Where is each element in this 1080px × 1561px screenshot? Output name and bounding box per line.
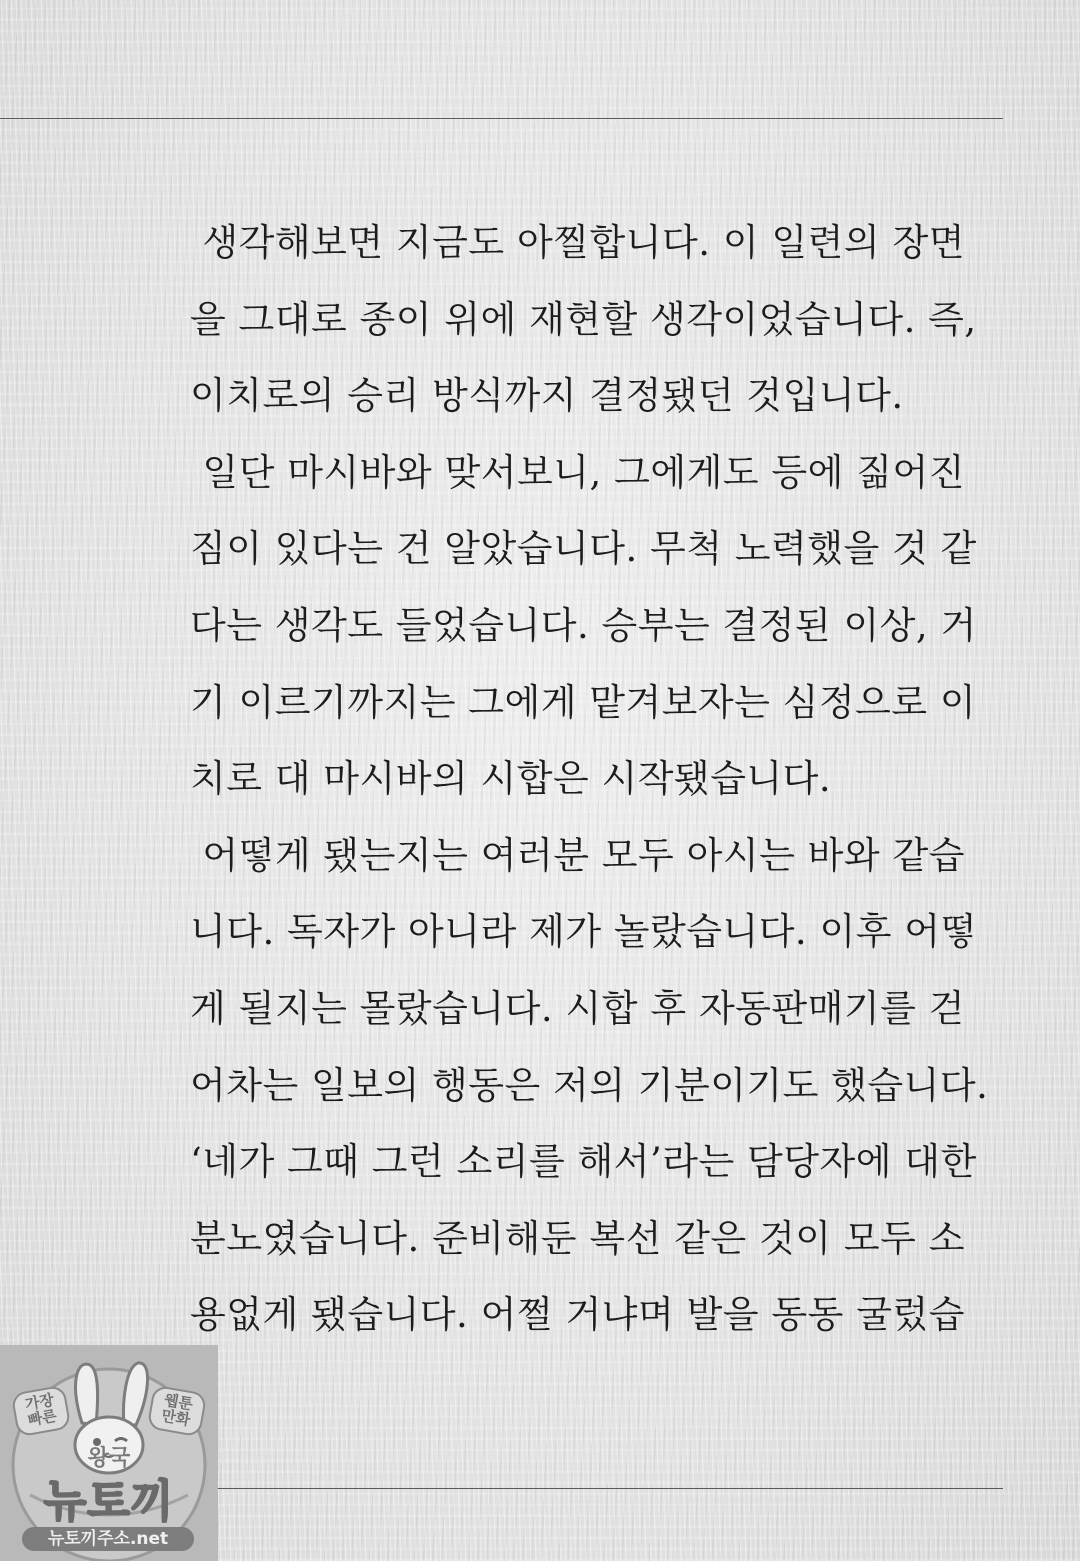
watermark-crown-text: 왕국 bbox=[87, 1446, 131, 1471]
paragraph bbox=[190, 435, 977, 818]
text-line: 치로 대 마시바의 시합은 시작됐습니다. bbox=[190, 757, 832, 801]
text-line: 생각해보면 지금도 아찔합니다. 이 일련의 장면 bbox=[190, 221, 965, 264]
text-line: 이치로의 승리 방식까지 결정됐던 것입니다. bbox=[190, 374, 904, 418]
paragraph bbox=[190, 818, 989, 1354]
text-line: ‘네가 그때 그런 소리를 해서’라는 담당자에 대한 bbox=[190, 1140, 977, 1184]
text-line: 다는 생각도 들었습니다. 승부는 결정된 이상, 거 bbox=[190, 603, 977, 647]
watermark-site-name: 뉴토끼 bbox=[43, 1476, 175, 1527]
text-line: 을 그대로 종이 위에 재현할 생각이었습니다. 즉, bbox=[190, 297, 977, 341]
text-line: 게 될지는 몰랐습니다. 시합 후 자동판매기를 걷 bbox=[190, 986, 965, 1030]
watermark-url: 뉴토끼주소.net bbox=[22, 1527, 194, 1551]
text-line: 일단 마시바와 맞서보니, 그에게도 등에 짊어진 bbox=[190, 450, 965, 494]
text-line: 어떻게 됐는지는 여러분 모두 아시는 바와 같습 bbox=[190, 833, 965, 877]
top-divider bbox=[0, 118, 1003, 119]
text-line: 니다. 독자가 아니라 제가 놀랐습니다. 이후 어떻 bbox=[190, 910, 977, 954]
page-body-text bbox=[190, 205, 989, 1354]
text-line: 분노였습니다. 준비해둔 복선 같은 것이 모두 소 bbox=[190, 1216, 965, 1260]
text-line: 기 이르기까지는 그에게 맡겨보자는 심정으로 이 bbox=[190, 680, 977, 724]
watermark-logo bbox=[0, 1345, 218, 1561]
watermark-left-tag: 가장 빠른 bbox=[11, 1385, 72, 1437]
watermark-right-tag: 웹툰 만화 bbox=[147, 1385, 208, 1437]
text-line: 어차는 일보의 행동은 저의 기분이기도 했습니다. bbox=[190, 1063, 989, 1107]
text-line: 용없게 됐습니다. 어쩔 거냐며 발을 동동 굴렀습 bbox=[190, 1293, 965, 1337]
paragraph bbox=[190, 205, 977, 435]
text-line: 짐이 있다는 건 알았습니다. 무척 노력했을 것 같 bbox=[190, 527, 977, 571]
